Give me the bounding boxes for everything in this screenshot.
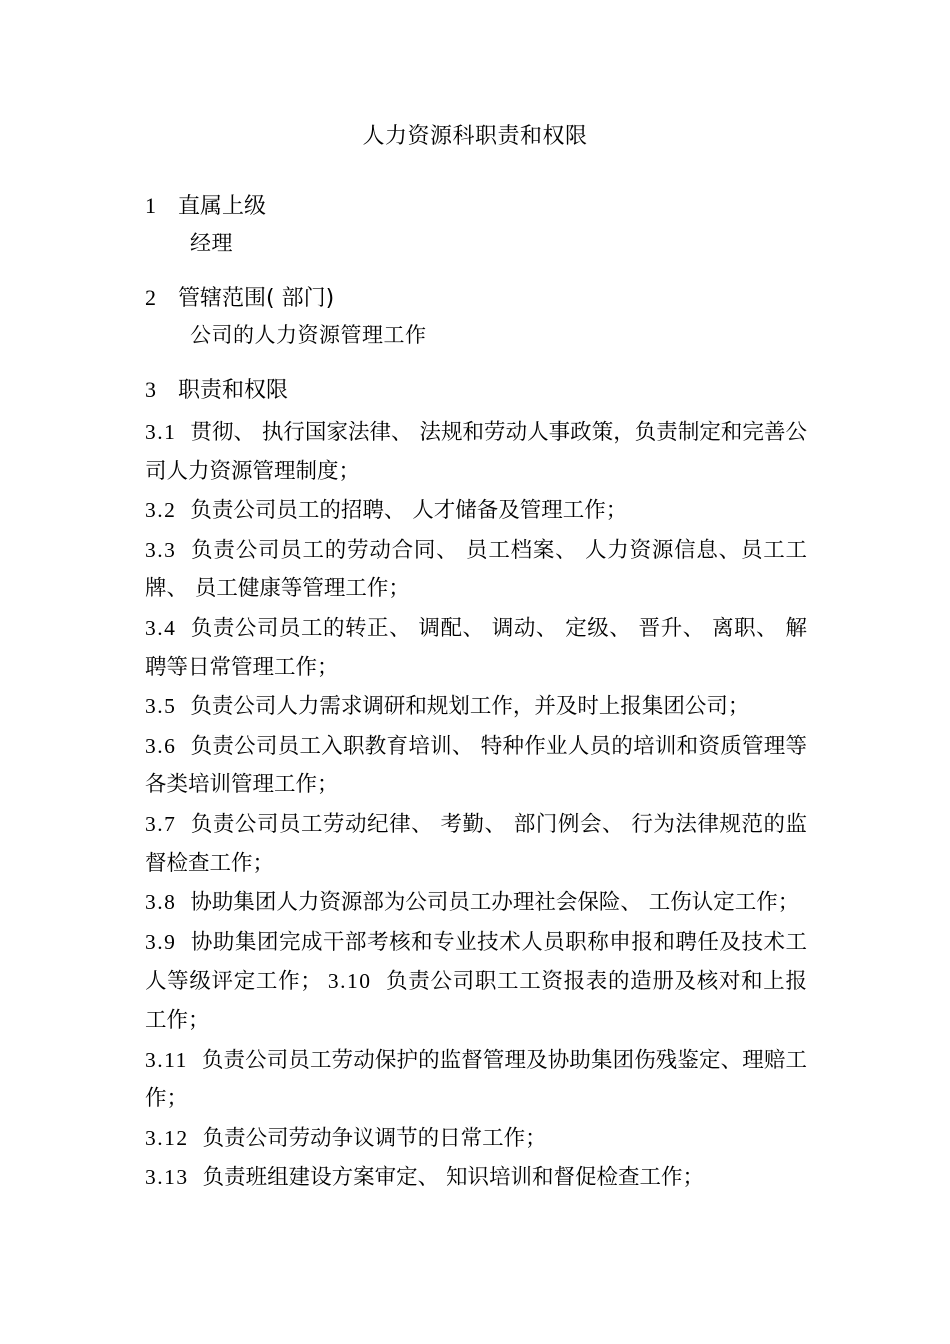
item-number: 3.7: [145, 811, 177, 836]
item-text: 负责公司员工的劳动合同、 员工档案、 人力资源信息、员工工牌、 员工健康等管理工作；: [145, 537, 807, 602]
item-text: 协助集团完成干部考核和专业技术人员职称申报和聘任及技术工人等级评定工作；: [145, 929, 807, 995]
section-heading-2: [145, 283, 334, 314]
duty-item-3-9: [145, 923, 807, 1041]
section-number: 3: [145, 377, 156, 402]
item-text: 负责公司人力需求调研和规划工作，并及时上报集团公司；: [190, 694, 750, 720]
item-text: 负责公司员工的转正、 调配、 调动、 定级、 晋升、 离职、 解聘等日常管理工作；: [145, 615, 807, 680]
duty-item-3-2: [145, 491, 807, 531]
item-number: 3.4: [145, 615, 177, 640]
item-text: 负责公司员工劳动保护的监督管理及协助集团伤残鉴定、理赔工作；: [145, 1047, 807, 1112]
item-number: 3.12: [145, 1125, 189, 1150]
section-heading-3: [145, 375, 288, 406]
section-heading-1: [145, 191, 266, 222]
duty-item-3-6: [145, 727, 807, 805]
section-number: 2: [145, 285, 156, 310]
item-text: 负责公司员工劳动纪律、 考勤、 部门例会、 行为法律规范的监督检查工作；: [145, 811, 807, 876]
section-title: 职责和权限: [178, 378, 289, 403]
section-number: 1: [145, 193, 156, 218]
item-number: 3.5: [145, 694, 177, 719]
item-text: 协助集团人力资源部为公司员工办理社会保险、 工伤认定工作；: [190, 890, 800, 916]
item-number: 3.6: [145, 733, 177, 758]
item-text: 负责公司员工的招聘、 人才储备及管理工作；: [190, 498, 628, 524]
item-number: 3.1: [145, 420, 177, 444]
item-number: 3.2: [145, 498, 177, 523]
duty-list: [145, 413, 807, 1198]
duty-item-3-11: [145, 1041, 807, 1119]
item-number: 3.8: [145, 890, 177, 915]
item-text: 负责公司职工工资报表的造册及核对和上报工作；: [145, 969, 807, 1033]
duty-item-3-8: [145, 883, 807, 923]
duty-item-3-13: [145, 1158, 807, 1198]
section-content-2: 公司的人力资源管理工作: [190, 323, 427, 347]
item-text: 负责班组建设方案审定、 知识培训和督促检查工作；: [202, 1165, 704, 1191]
item-text: 贯彻、 执行国家法律、 法规和劳动人事政策，负责制定和完善公司人力资源管理制度；: [145, 420, 807, 484]
section-title: 直属上级: [178, 194, 267, 219]
duty-item-3-1: [145, 413, 807, 491]
item-text: 负责公司劳动争议调节的日常工作；: [202, 1125, 547, 1151]
duty-item-3-12: [145, 1119, 807, 1159]
section-content-1: 经理: [190, 231, 233, 255]
item-text: 负责公司员工入职教育培训、 特种作业人员的培训和资质管理等各类培训管理工作；: [145, 733, 807, 798]
section-title: 管辖范围( 部门): [178, 286, 335, 311]
duty-item-3-7: [145, 805, 807, 883]
item-number: 3.11: [145, 1047, 188, 1072]
document-title: 人力资源科职责和权限: [362, 124, 588, 149]
item-number: 3.10: [327, 969, 372, 994]
item-number: 3.13: [145, 1165, 189, 1190]
duty-item-3-3: [145, 531, 807, 609]
duty-item-3-4: [145, 609, 807, 687]
item-number: 3.3: [145, 537, 177, 562]
duty-item-3-5: [145, 687, 807, 727]
item-number: 3.9: [145, 929, 177, 954]
